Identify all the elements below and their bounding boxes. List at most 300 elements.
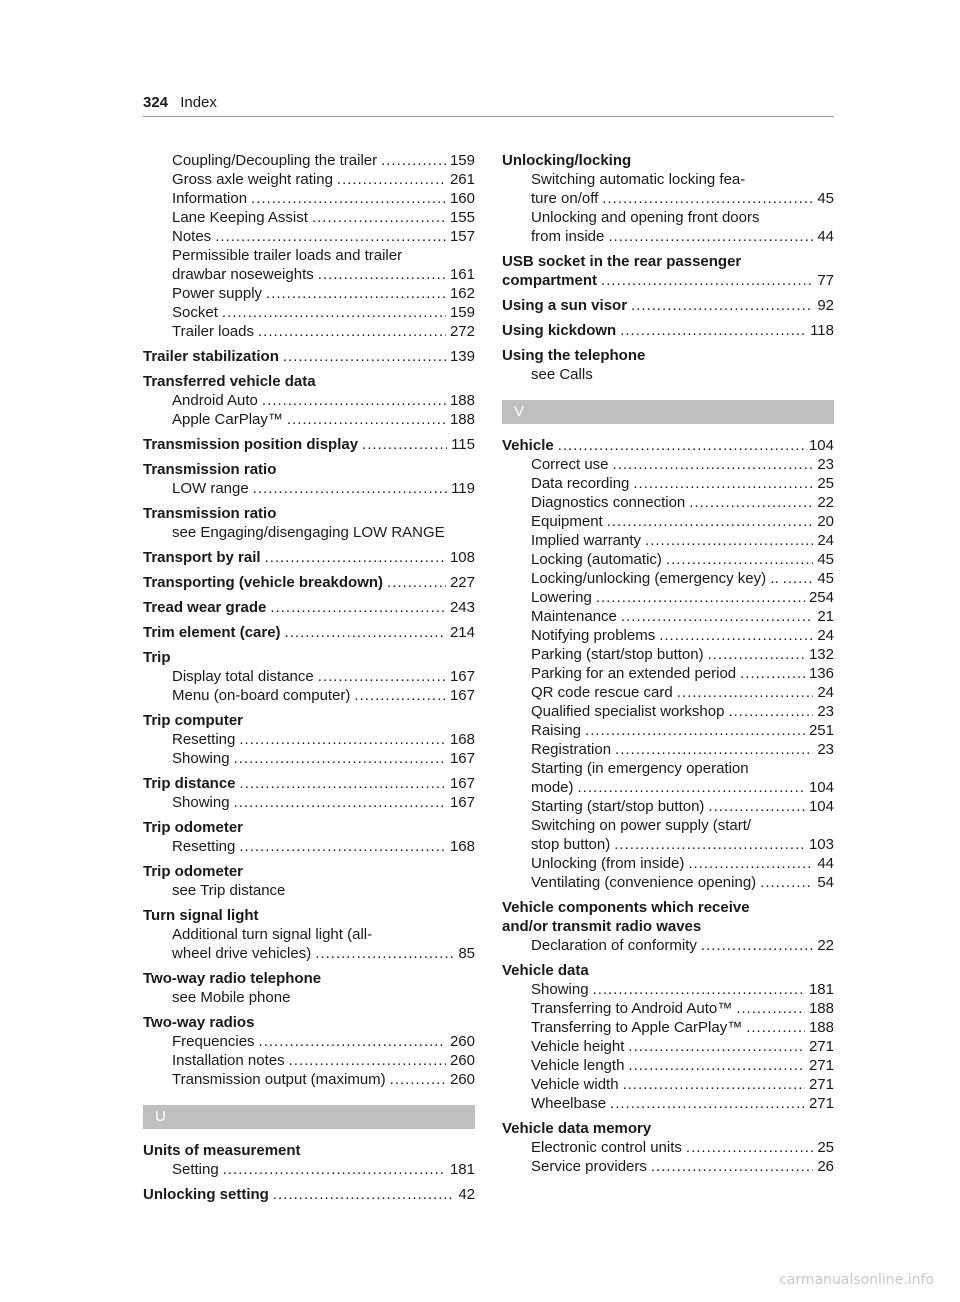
leader-dots (610, 1094, 805, 1113)
index-subentry-text: Maintenance (531, 608, 617, 625)
index-subentry-text: see Calls (531, 366, 593, 383)
leader-dots (651, 1157, 813, 1176)
index-subentry (502, 365, 834, 384)
index-subentry-text: Unlocking (from inside) (531, 855, 685, 872)
index-subentry (502, 683, 834, 702)
index-entry (502, 917, 834, 955)
page-ref: 103 (808, 836, 834, 853)
index-subentry-text: Gross axle weight rating (172, 171, 333, 188)
page-ref: 159 (449, 304, 475, 321)
index-subentry (502, 645, 834, 664)
page-ref: 42 (458, 1186, 475, 1203)
index-subentry (502, 531, 834, 550)
leader-dots (259, 1032, 446, 1051)
section-letter-v: V (502, 400, 834, 424)
index-subentry-text: Service providers (531, 1158, 647, 1175)
index-heading (143, 1141, 475, 1160)
index-heading (143, 818, 475, 837)
index-subentry-text: Data recording (531, 475, 630, 492)
index-subentry-text: Resetting (172, 731, 236, 748)
index-subentry-text: Setting (172, 1161, 219, 1178)
page-ref: 54 (817, 874, 834, 891)
index-subentry (502, 1018, 834, 1037)
index-subentry (143, 925, 475, 944)
index-heading-text: Trip (143, 649, 171, 666)
page-ref: 104 (808, 437, 834, 454)
page-ref: 22 (817, 937, 834, 954)
index-heading-text: Trip odometer (143, 863, 244, 880)
index-subentry (143, 944, 475, 963)
leader-dots (273, 1185, 454, 1204)
leader-dots (239, 837, 446, 856)
index-heading (143, 711, 475, 730)
leader-dots (746, 1018, 805, 1037)
index-entry (502, 1119, 834, 1176)
index-heading (143, 372, 475, 391)
index-subentry (143, 730, 475, 749)
index-subentry (143, 881, 475, 900)
page-ref: 271 (808, 1076, 834, 1093)
index-subentry-text: Notes (172, 228, 212, 245)
leader-dots (628, 1056, 805, 1075)
index-subentry (143, 265, 475, 284)
index-subentry (502, 1094, 834, 1113)
leader-dots (390, 1070, 446, 1089)
index-entry (502, 296, 834, 315)
index-entry (502, 898, 834, 917)
index-entry (143, 623, 475, 642)
index-subentry (143, 1070, 475, 1089)
index-entry (143, 774, 475, 812)
index-subentry-text: Coupling/Decoupling the trailer (172, 152, 378, 169)
index-subentry (502, 189, 834, 208)
leader-dots (287, 410, 446, 429)
index-subentry (502, 999, 834, 1018)
index-subentry (502, 550, 834, 569)
leader-dots (381, 151, 446, 170)
leader-dots (760, 873, 813, 892)
index-heading (502, 961, 834, 980)
page-ref: 251 (808, 722, 834, 739)
index-subentry (143, 227, 475, 246)
index-heading-text: Transmission ratio (143, 505, 277, 522)
leader-dots (686, 1138, 813, 1157)
page-ref: 45 (817, 190, 834, 207)
index-subentry-text: Transmission output (maximum) (172, 1071, 386, 1088)
leader-dots (621, 607, 813, 626)
page-ref: 167 (449, 750, 475, 767)
index-subentry-text: Transferring to Apple CarPlay™ (531, 1019, 743, 1036)
index-subentry (502, 227, 834, 246)
page-ref: 119 (451, 480, 475, 497)
index-subentry-text: Correct use (531, 456, 609, 473)
page-ref: 271 (808, 1038, 834, 1055)
index-subentry-text: Locking (automatic) (531, 551, 662, 568)
index-entry (143, 151, 475, 341)
page-ref: 24 (817, 627, 834, 644)
leader-dots (613, 455, 814, 474)
page-ref: 23 (817, 703, 834, 720)
index-subentry-text: Menu (on-board computer) (172, 687, 351, 704)
page-ref: 23 (817, 456, 834, 473)
index-subentry-text: Switching automatic locking fea- (531, 171, 746, 188)
index-column-right (502, 151, 834, 1182)
index-entry (502, 271, 834, 290)
index-entry (502, 961, 834, 1113)
index-subentry (502, 936, 834, 955)
leader-dots (258, 322, 446, 341)
page-ref: 115 (451, 436, 475, 453)
index-heading-text: Vehicle (502, 437, 554, 454)
leader-dots (633, 474, 813, 493)
index-subentry-text: Wheelbase (531, 1095, 607, 1112)
index-heading (143, 460, 475, 479)
index-subentry-text: Socket (172, 304, 218, 321)
index-subentry-text: Showing (172, 750, 230, 767)
index-subentry-text: Ventilating (convenience opening) (531, 874, 757, 891)
index-subentry (502, 455, 834, 474)
index-entry (143, 372, 475, 429)
leader-dots (266, 284, 446, 303)
page-ref: 25 (817, 1139, 834, 1156)
page-ref: 24 (817, 532, 834, 549)
page-ref: 77 (817, 272, 834, 289)
index-subentry-text: Additional turn signal light (all- (172, 926, 373, 943)
leader-dots (631, 296, 813, 315)
index-heading (502, 321, 834, 340)
index-heading (502, 436, 834, 455)
index-heading (143, 548, 475, 567)
index-entry (143, 648, 475, 705)
index-heading-text: Transmission position display (143, 436, 359, 453)
index-heading (502, 252, 834, 271)
leader-dots (387, 573, 446, 592)
index-subentry-text: Installation notes (172, 1052, 285, 1069)
index-entry (143, 504, 475, 542)
page-ref: 161 (449, 266, 475, 283)
leader-dots (222, 303, 446, 322)
index-subentry (143, 303, 475, 322)
index-subentry-text: see Trip distance (172, 882, 286, 899)
page-ref: 22 (817, 494, 834, 511)
index-heading-text: Vehicle components which receive (502, 899, 750, 916)
index-subentry (143, 686, 475, 705)
leader-dots (708, 645, 805, 664)
index-subentry-text: Showing (531, 981, 589, 998)
index-entry (143, 862, 475, 900)
index-heading-text: Trip distance (143, 775, 236, 792)
leader-dots (239, 730, 446, 749)
index-subentry (502, 702, 834, 721)
index-heading (143, 862, 475, 881)
leader-dots (215, 227, 446, 246)
index-subentry (143, 837, 475, 856)
index-entry (143, 598, 475, 617)
leader-dots (736, 999, 805, 1018)
index-subentry (143, 479, 475, 498)
index-subentry (502, 664, 834, 683)
leader-dots (708, 797, 805, 816)
index-subentry-text: Lowering (531, 589, 592, 606)
index-subentry-text: Diagnostics connection (531, 494, 686, 511)
index-subentry-text: see Engaging/disengaging LOW RANGE (172, 524, 445, 541)
page-number: 324 (143, 94, 169, 111)
index-subentry-text: Vehicle length (531, 1057, 625, 1074)
index-heading-text: Using kickdown (502, 322, 617, 339)
index-heading (143, 906, 475, 925)
page-ref: 155 (449, 209, 475, 226)
page-ref: 45 (817, 570, 834, 587)
index-heading (143, 504, 475, 523)
index-subentry (143, 1032, 475, 1051)
index-heading-text: Transferred vehicle data (143, 373, 316, 390)
index-subentry-text: Raising (531, 722, 582, 739)
index-subentry (502, 170, 834, 189)
index-subentry (502, 778, 834, 797)
leader-dots (354, 686, 446, 705)
page-ref: 136 (808, 665, 834, 682)
leader-dots (659, 626, 813, 645)
index-entry (143, 711, 475, 768)
index-subentry-text: Unlocking and opening front doors (531, 209, 760, 226)
index-subentry-text: Permissible trailer loads and trailer (172, 247, 403, 264)
index-subentry-text: from inside (531, 228, 605, 245)
leader-dots (602, 189, 813, 208)
page-ref: 227 (449, 574, 475, 591)
leader-dots (607, 512, 814, 531)
index-subentry-text: Switching on power supply (start/ (531, 817, 752, 834)
index-subentry (502, 854, 834, 873)
index-subentry-text: Transferring to Android Auto™ (531, 1000, 733, 1017)
page-ref: 260 (449, 1052, 475, 1069)
leader-dots (628, 1037, 805, 1056)
index-subentry (502, 1075, 834, 1094)
page-ref: 271 (808, 1057, 834, 1074)
index-subentry-text: see Mobile phone (172, 989, 291, 1006)
page-ref: 271 (808, 1095, 834, 1112)
index-subentry-text: Parking (start/stop button) (531, 646, 704, 663)
page-ref: 261 (449, 171, 475, 188)
index-subentry-text: Power supply (172, 285, 263, 302)
index-heading-text: Transporting (vehicle breakdown) (143, 574, 384, 591)
index-subentry-text: Registration (531, 741, 612, 758)
index-heading (143, 573, 475, 592)
index-subentry (143, 391, 475, 410)
index-entry (143, 1141, 475, 1179)
index-heading (143, 648, 475, 667)
page-ref: 157 (449, 228, 475, 245)
index-subentry-text: Starting (in emergency operation (531, 760, 749, 777)
page-ref: 26 (817, 1158, 834, 1175)
leader-dots (270, 598, 446, 617)
page-ref: 45 (817, 551, 834, 568)
page-ref: 159 (449, 152, 475, 169)
index-subentry (502, 835, 834, 854)
index-subentry-text: Resetting (172, 838, 236, 855)
index-column-left (143, 151, 475, 1210)
index-subentry (502, 980, 834, 999)
index-subentry-text: Locking/unlocking (emergency key) .. (531, 570, 779, 587)
index-heading (143, 435, 475, 454)
page-ref: 214 (449, 624, 475, 641)
index-heading (502, 917, 834, 936)
index-heading (143, 1185, 475, 1204)
leader-dots (262, 391, 446, 410)
leader-dots (251, 189, 446, 208)
index-subentry (502, 1138, 834, 1157)
index-subentry-text: Android Auto (172, 392, 258, 409)
index-subentry (143, 410, 475, 429)
page-ref: 162 (449, 285, 475, 302)
index-subentry (502, 873, 834, 892)
index-entry (143, 548, 475, 567)
leader-dots (645, 531, 813, 550)
leader-dots (623, 1075, 805, 1094)
leader-dots (783, 569, 814, 588)
index-heading-text: Trim element (care) (143, 624, 281, 641)
index-entry (502, 346, 834, 384)
index-subentry-text: Vehicle height (531, 1038, 625, 1055)
index-heading (143, 347, 475, 366)
index-heading-text: Using a sun visor (502, 297, 628, 314)
index-heading-text: USB socket in the rear passenger (502, 253, 742, 270)
index-entry (143, 1013, 475, 1089)
index-heading (502, 271, 834, 290)
page-ref: 139 (449, 348, 475, 365)
index-subentry (143, 523, 475, 542)
leader-dots (253, 479, 447, 498)
index-subentry-text: Lane Keeping Assist (172, 209, 308, 226)
index-heading-text: Transport by rail (143, 549, 261, 566)
index-subentry (502, 493, 834, 512)
index-heading-text: Units of measurement (143, 1142, 301, 1159)
index-heading (502, 296, 834, 315)
leader-dots (223, 1160, 446, 1179)
page-ref: 188 (449, 392, 475, 409)
index-subentry-text: Vehicle width (531, 1076, 619, 1093)
page-ref: 167 (449, 687, 475, 704)
leader-dots (593, 980, 805, 999)
index-heading (502, 898, 834, 917)
index-heading-text: Vehicle data memory (502, 1120, 652, 1137)
page-ref: 23 (817, 741, 834, 758)
page-ref: 272 (449, 323, 475, 340)
index-subentry (143, 151, 475, 170)
index-heading-text: Unlocking/locking (502, 152, 632, 169)
leader-dots (615, 740, 813, 759)
index-subentry (502, 607, 834, 626)
page-ref: 108 (449, 549, 475, 566)
leader-dots (728, 702, 813, 721)
index-subentry (143, 1160, 475, 1179)
index-subentry (502, 1037, 834, 1056)
page-ref: 25 (817, 475, 834, 492)
index-heading-text: Transmission ratio (143, 461, 277, 478)
index-subentry-text: Qualified specialist workshop (531, 703, 725, 720)
index-heading-text: Two-way radio telephone (143, 970, 322, 987)
index-heading-text: Using the telephone (502, 347, 646, 364)
leader-dots (318, 667, 446, 686)
index-entry (143, 573, 475, 592)
index-subentry (143, 988, 475, 1007)
index-subentry-text: stop button) (531, 836, 611, 853)
index-subentry-text: Information (172, 190, 248, 207)
leader-dots (362, 435, 447, 454)
leader-dots (558, 436, 805, 455)
page-ref: 260 (449, 1071, 475, 1088)
index-heading-text: Trailer stabilization (143, 348, 279, 365)
index-entry (143, 1185, 475, 1204)
page-ref: 160 (449, 190, 475, 207)
index-subentry-text: Trailer loads (172, 323, 254, 340)
index-subentry-text: Parking for an extended period (531, 665, 737, 682)
leader-dots (289, 1051, 446, 1070)
page-ref: 167 (449, 775, 475, 792)
index-heading-text: Vehicle data (502, 962, 589, 979)
index-subentry (143, 284, 475, 303)
index-subentry-text: wheel drive vehicles) (172, 945, 312, 962)
page-ref: 85 (458, 945, 475, 962)
index-heading-text: Turn signal light (143, 907, 259, 924)
index-subentry (502, 740, 834, 759)
index-heading (502, 346, 834, 365)
leader-dots (608, 227, 813, 246)
index-subentry (502, 512, 834, 531)
index-heading-text: Tread wear grade (143, 599, 267, 616)
page-ref: 168 (449, 731, 475, 748)
page-section-title: Index (180, 94, 217, 111)
page-ref: 181 (449, 1161, 475, 1178)
leader-dots (666, 550, 813, 569)
page-ref: 20 (817, 513, 834, 530)
index-entry (143, 347, 475, 366)
leader-dots (689, 493, 813, 512)
index-subentry-text: LOW range (172, 480, 249, 497)
index-subentry-text: QR code rescue card (531, 684, 673, 701)
index-subentry-text: Notifying problems (531, 627, 656, 644)
index-subentry (143, 793, 475, 812)
index-heading (143, 774, 475, 793)
leader-dots (740, 664, 805, 683)
index-subentry (143, 170, 475, 189)
index-subentry (502, 474, 834, 493)
leader-dots (312, 208, 446, 227)
header-divider (143, 116, 834, 117)
leader-dots (285, 623, 446, 642)
index-subentry-text: Apple CarPlay™ (172, 411, 283, 428)
leader-dots (701, 936, 813, 955)
index-subentry (502, 626, 834, 645)
index-subentry (502, 208, 834, 227)
page-ref: 44 (817, 228, 834, 245)
leader-dots (596, 588, 805, 607)
index-heading (143, 1013, 475, 1032)
index-heading-text: and/or transmit radio waves (502, 918, 702, 935)
page-ref: 254 (808, 589, 834, 606)
leader-dots (614, 835, 805, 854)
index-subentry-text: Equipment (531, 513, 603, 530)
index-subentry (143, 1051, 475, 1070)
page-header (143, 94, 217, 111)
index-subentry-text: mode) (531, 779, 574, 796)
leader-dots (265, 548, 446, 567)
index-subentry-text: drawbar noseweights (172, 266, 314, 283)
index-subentry (502, 797, 834, 816)
page-ref: 188 (808, 1019, 834, 1036)
leader-dots (337, 170, 446, 189)
page-ref: 167 (449, 668, 475, 685)
index-heading-text: Unlocking setting (143, 1186, 269, 1203)
